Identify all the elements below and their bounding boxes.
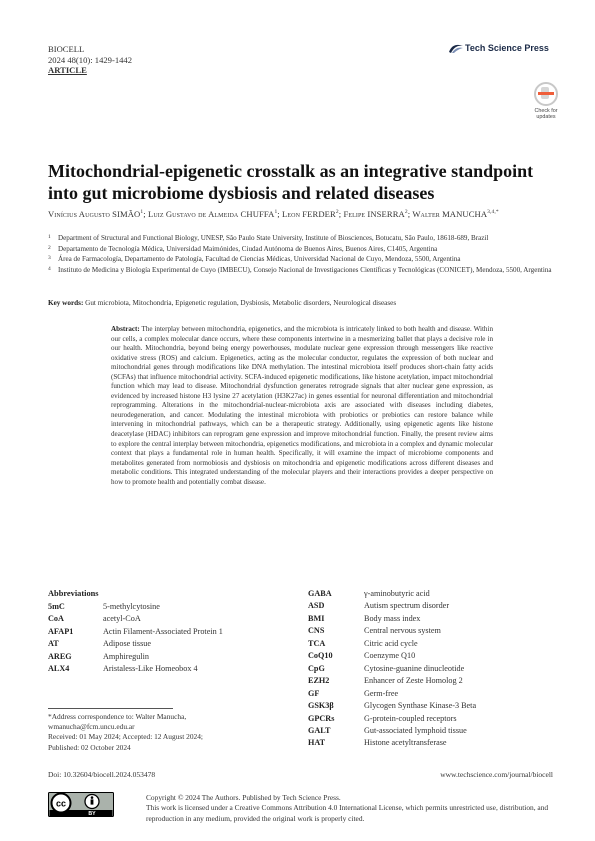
abbreviation-row: TCA Citric acid cycle — [308, 638, 418, 648]
svg-text:BY: BY — [88, 811, 96, 817]
affiliation: 1 Department of Structural and Functional Biology, UNESP, São Paulo State University, Institute of Biosciences, Botucatu, São Paulo, 18618-689, Brazil — [48, 234, 489, 242]
author[interactable]: Felipe INSERRA$^2$ — [343, 209, 408, 219]
abbreviation-row: 5mC 5-methylcytosine — [48, 602, 160, 611]
abbreviation-row: AFAP1 Actin Filament-Associated Protein 1 — [48, 626, 223, 636]
abbreviation-row: CpG Cytosine-guanine dinucleotide — [308, 663, 465, 673]
abbreviation-row: AREG Amphiregulin — [48, 651, 149, 661]
check-for-updates-badge[interactable] — [526, 82, 566, 126]
abbreviation-row: GF Germ-free — [308, 688, 399, 698]
abbreviation-row: ASD Autism spectrum disorder — [308, 601, 450, 611]
author[interactable]: Vinícius Augusto SIMÃO$^1$ — [48, 209, 144, 219]
abbreviation-row: GALT Gut-associated lymphoid tissue — [308, 725, 467, 735]
author[interactable]: Walter $MANUCHA^{3,4,*}$ — [412, 209, 499, 219]
abbreviation-row: GPCRs G-protein-coupled receptors — [308, 713, 457, 723]
abbreviation-row: BMI Body mass index — [308, 613, 421, 623]
article-title: Mitochondrial-epigenetic crosstalk as an integrative standpoint into gut microbiome dysbiosis and related diseases — [48, 161, 534, 203]
correspondence-email[interactable]: wmanucha@fcm.uncu.edu.ar — [48, 722, 135, 732]
abbreviation-row: EZH2 Enhancer of Zeste Homolog 2 — [308, 676, 463, 686]
abbreviation-row: CoA acetyl-CoA — [48, 614, 141, 624]
affiliation: 3 Área de Farmacología, Departamento de Patología, Facultad de Ciencias Médicas, Universidad Nacional de Cuyo, Mendoza, 5500, Argentina — [48, 255, 461, 264]
abbreviation-row: GSK3β Glycogen Synthase Kinase-3 Beta — [308, 701, 477, 711]
license-text: This work is licensed under a Creative Commons Attribution 4.0 International License, which permits unrestricted use, distribution, and reproduction in any medium, provided the original work is properly cited. — [146, 803, 549, 823]
abstract — [111, 325, 493, 487]
volume-info: 2024 48(10): 1429-1442 — [48, 54, 133, 65]
license-notice — [146, 793, 556, 824]
creative-commons-icon — [48, 792, 114, 817]
keywords-label: Key words: — [48, 299, 84, 307]
affiliations — [48, 234, 558, 277]
abbreviation-row: CoQ10 Coenzyme Q10 — [308, 651, 416, 661]
correspondence-address: *Address correspondence to: Walter Manucha, — [48, 712, 187, 721]
author[interactable]: Leon FERDER$^2$ — [282, 209, 339, 219]
cc-by-license-badge[interactable] — [48, 792, 114, 817]
check-updates-icon — [534, 82, 558, 106]
check-updates-label: Check for updates — [534, 108, 558, 120]
abstract-text: The interplay between mitochondria, epigenetics, and the microbiota is intricately linked to both health and disease. Within our cells, a complex molecular dance occurs, where these components intertwine in a mesmerizing ballet that plays a decisive role in our health. Mitochondria, beyond being energy powerhouses, modulate nuclear gene expression through messengers like reactive oxidative stress (ROS) and calcium. Epigenetics, acting as the molecular conductor, regulates the expression of both nuclear and mitochondrial genes through modifications like DNA methylation. The intestinal microbiota itself produces short-chain fatty acids (SCFAs) that influence mitochondrial activity. SCFA-induced epigenetic modifications, like histone acetylation, impact mitochondrial function which may lead to disease. Mitochondrial dysfunction generates retrograde signals that alter nuclear gene expression, as evidenced by increased histone H3 lysine 27 acetylation (H3K27ac) in genes essential for neuronal differentiation and mitochondrial reprogramming. Alterations in the mitochondrial-nuclear-microbiota axis are associated with diseases including diabetes, neurodegeneration, and cancer. Modulating the intestinal microbiota with probiotics or prebiotics can restore balance while intervening in mitochondrial pathways, which can be a therapeutic strategy. Additionally, using epigenetic agents like histone deacetylase (HDAC) inhibitors can reprogram gene expression and improve mitochondrial function. Finally, the present review aims to explore the central interplay between mitochondria, epigenetics modifications, and microbiota in a complex and dynamic molecular context that plays a fundamental role in human health. Specifically, it will examine the impact of microbiome components and metabolites generated from normobiosis and dysbiosis on mitochondria and epigenetic modifications across different diseases and metabolic conditions. This integrated understanding of the molecular players and their interactions provides a deeper perspective on how to promote health and potentially combat disease. — [111, 325, 493, 486]
abbreviations-heading: Abbreviations — [48, 589, 99, 598]
author-list: Vinícius Augusto SIMÃO$^1$; Luiz Gustavo de Almeida CHUFFA$^1$; Leon FERDER$^2$; Felipe INSERRA$^2$; Walter $MANUCHA^{3,4,*}$ — [48, 209, 499, 219]
journal-name: BIOCELL — [48, 44, 85, 54]
correspondence — [48, 712, 268, 753]
journal-website-link[interactable]: www.techscience.com/journal/biocell — [440, 770, 553, 779]
abbreviation-row: ALX4 Aristaless-Like Homeobox 4 — [48, 664, 198, 674]
publisher-name: Tech Science Press — [465, 43, 549, 53]
publisher-logo[interactable] — [448, 42, 553, 56]
affiliation: 2 Departamento de Tecnología Médica, Universidad Maimónides, Ciudad Autónoma de Buenos Aires, Buenos Aires, C1405, Argentina — [48, 244, 438, 253]
publisher-swoosh-icon — [448, 43, 464, 54]
author[interactable]: Luiz Gustavo de Almeida CHUFFA$^1$ — [147, 209, 278, 219]
abbreviations-right-column — [308, 588, 476, 750]
abbreviations-left-column — [48, 601, 223, 676]
affiliation: 4 Instituto de Medicina y Biología Experimental de Cuyo (IMBECU), Consejo Nacional de Investigaciones Científicas y Tecnológicas (CONICET), Mendoza, 5500, Argentina — [48, 266, 552, 275]
abbreviation-row: GABA γ-aminobutyric acid — [308, 589, 430, 598]
abbreviation-row: CNS Central nervous system — [308, 626, 441, 636]
published-date: Published: 02 October 2024 — [48, 742, 131, 752]
received-accepted-dates: Received: 01 May 2024; Accepted: 12 August 2024; — [48, 732, 203, 742]
keywords — [48, 299, 568, 307]
abstract-label: Abstract: — [111, 325, 140, 333]
article-type: ARTICLE — [48, 65, 87, 75]
abbreviation-row: HAT Histone acetyltransferase — [308, 738, 447, 748]
copyright-line: Copyright © 2024 The Authors. Published by Tech Science Press. — [146, 793, 341, 802]
doi-link[interactable]: Doi: 10.32604/biocell.2024.053478 — [48, 770, 156, 779]
keywords-text: Gut microbiota, Mitochondria, Epigenetic regulation, Dysbiosis, Metabolic disorders, Neurological diseases — [85, 299, 397, 307]
svg-text:cc: cc — [55, 798, 67, 809]
abbreviation-row: AT Adipose tissue — [48, 639, 151, 649]
footnote-divider — [48, 708, 173, 709]
journal-info — [48, 44, 132, 76]
